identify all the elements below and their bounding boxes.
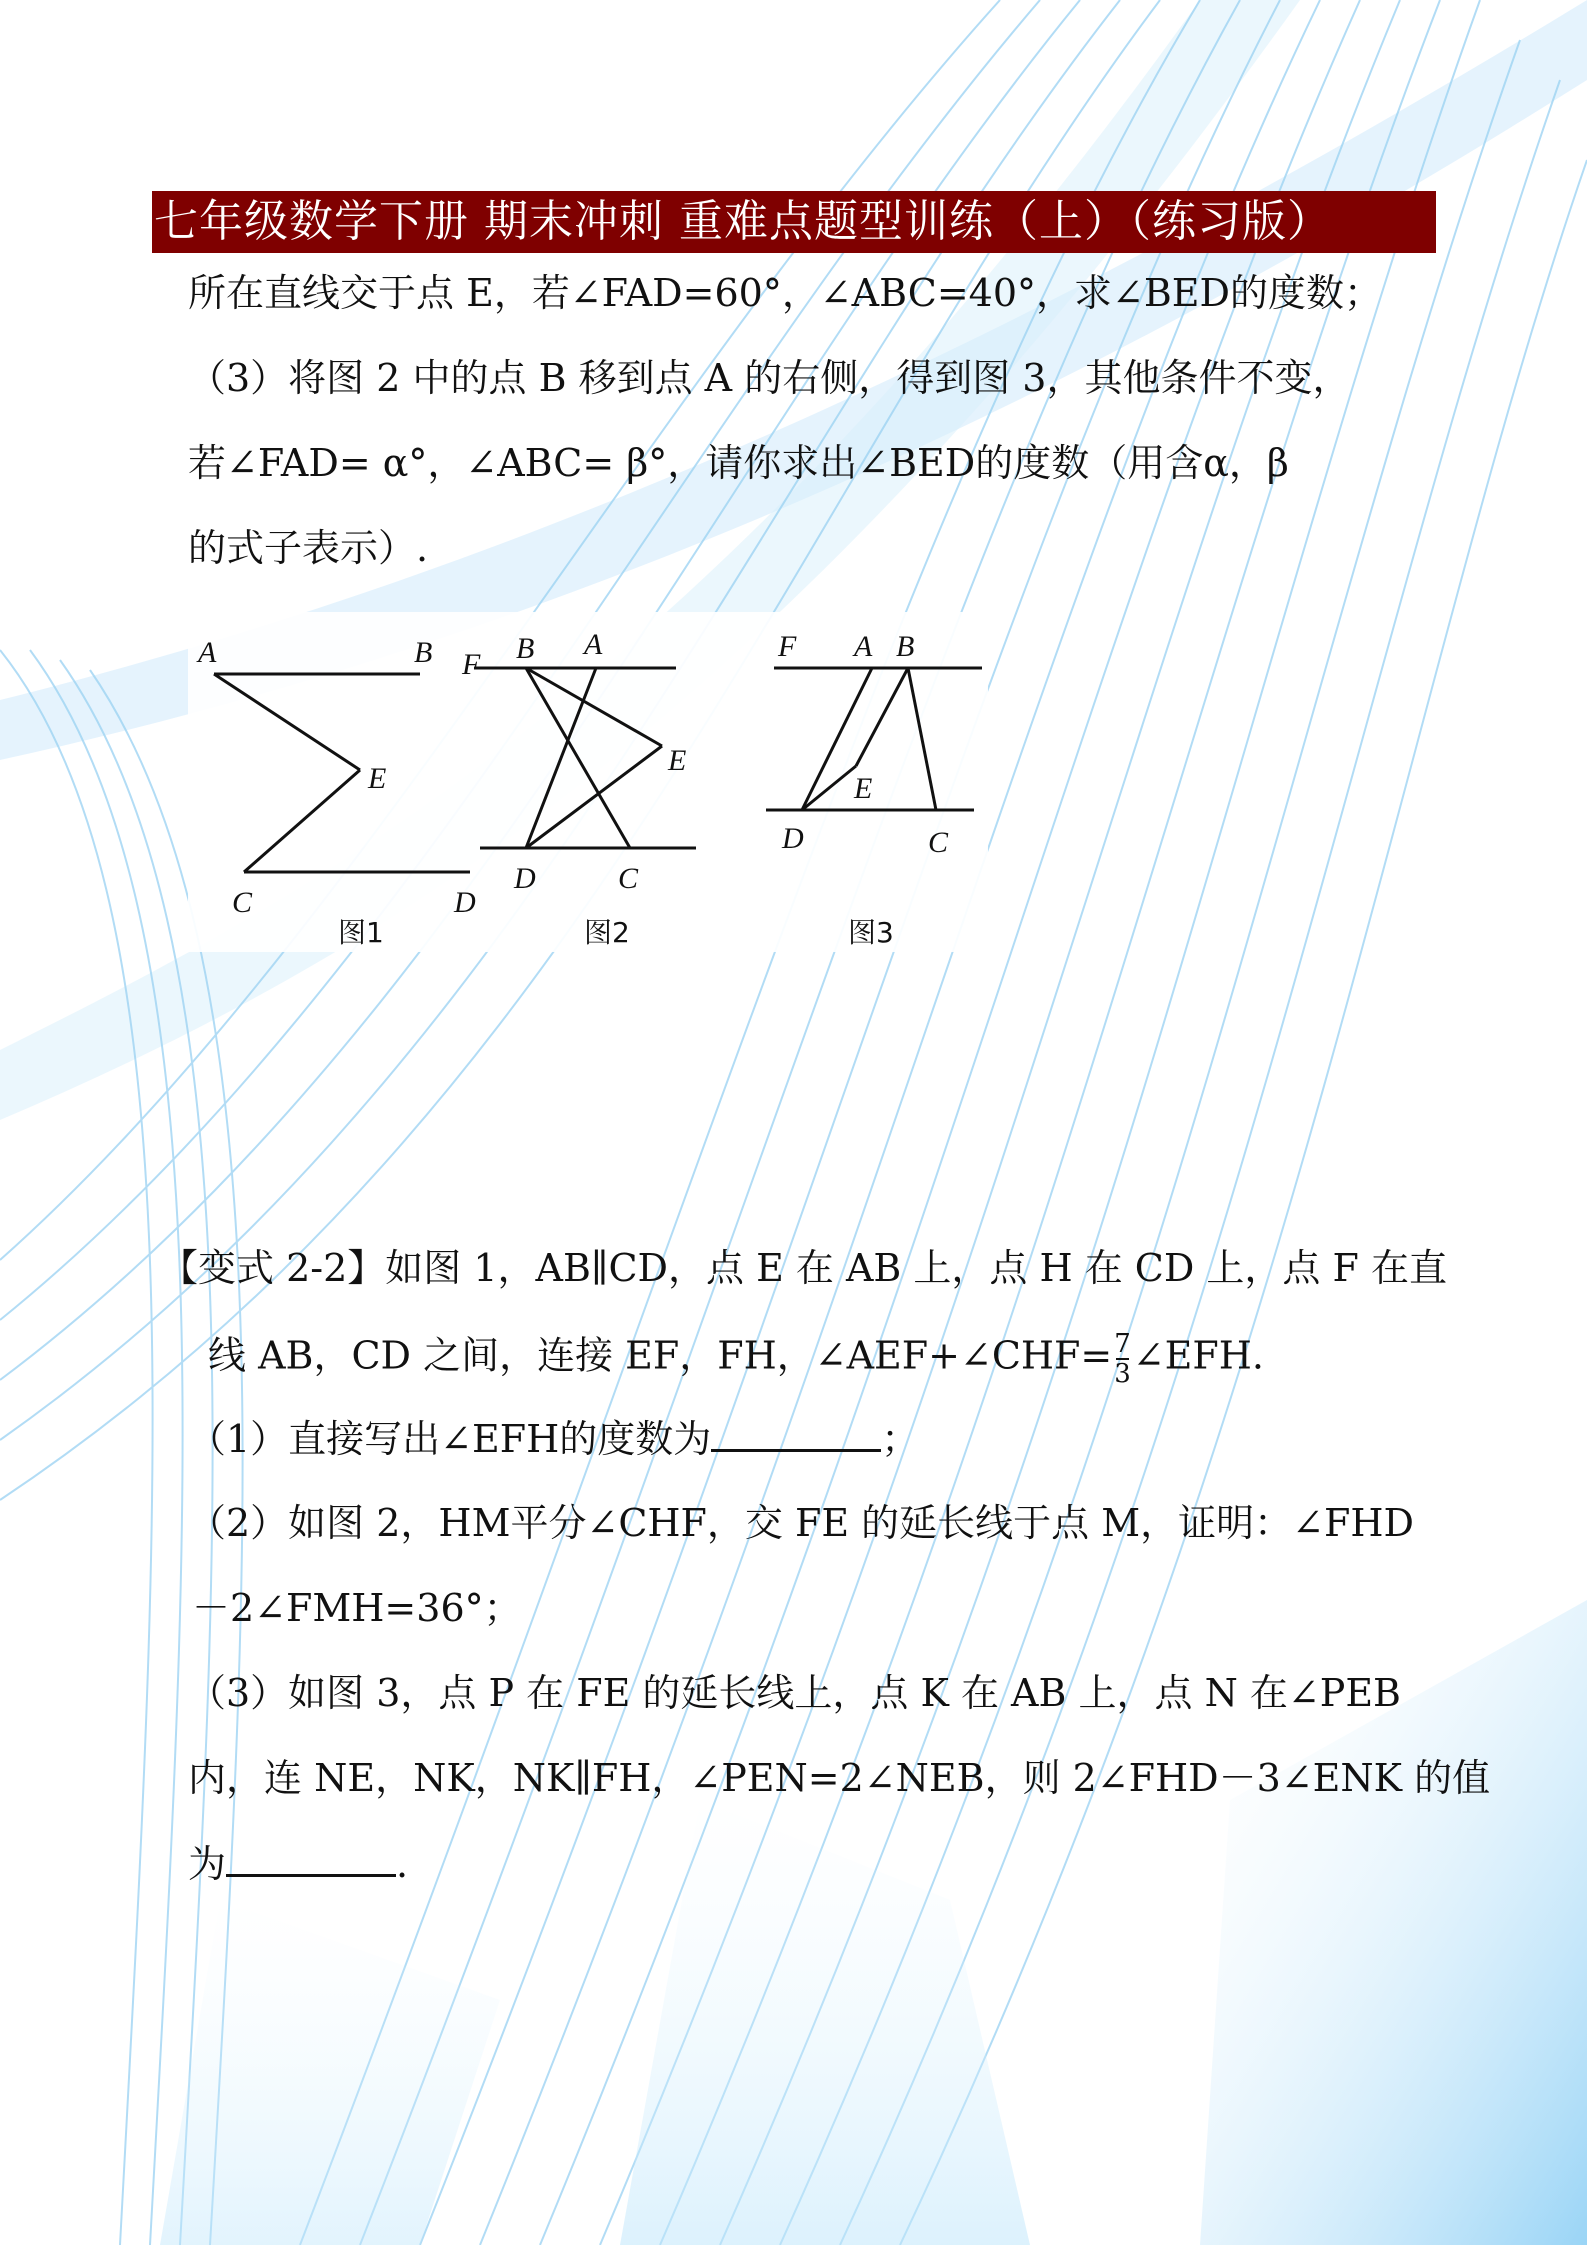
problem-heading — [160, 1245, 1447, 1291]
question-2-line-1: （2）如图 2，HM平分∠CHF，交 FE 的延长线于点 M，证明：∠FHD — [188, 1501, 1414, 1545]
fig2-caption: 图2 — [584, 916, 630, 949]
fraction-denominator: 3 — [1114, 1359, 1131, 1389]
answer-blank-1[interactable] — [711, 1415, 881, 1452]
fig2-label-C: C — [618, 862, 639, 895]
fig3-label-B: B — [896, 630, 915, 663]
fig3-label-E: E — [854, 772, 873, 805]
fraction-seven-thirds — [1114, 1330, 1131, 1388]
answer-blank-3[interactable] — [226, 1840, 396, 1877]
fig1-label-A: A — [198, 636, 217, 669]
figure-2 — [474, 668, 696, 848]
fig2-label-A: A — [584, 628, 603, 661]
fig2-label-B: B — [516, 632, 535, 665]
question-1 — [188, 1415, 919, 1462]
problem-intro-1: 如图 1，AB∥CD，点 E 在 AB 上，点 H 在 CD 上，点 F 在直 — [385, 1246, 1447, 1290]
question-2-line-2: －2∠FMH=36°； — [192, 1586, 522, 1630]
fig2-label-E: E — [668, 744, 687, 777]
figure-3 — [766, 668, 982, 810]
fraction-numerator: 7 — [1114, 1329, 1131, 1359]
question-3-line-3 — [188, 1840, 408, 1887]
text-line: 的式子表示）. — [188, 526, 429, 570]
question-3-line-2: 内，连 NE，NK，NK∥FH，∠PEN=2∠NEB，则 2∠FHD－3∠ENK 的值 — [188, 1756, 1491, 1800]
problem-tag: 【变式 2-2】 — [160, 1246, 386, 1290]
text-line: 若∠FAD= α°，∠ABC= β°，请你求出∠BED的度数（用含α，β — [188, 441, 1289, 485]
question-3-end: . — [396, 1842, 409, 1886]
question-3-line-1: （3）如图 3，点 P 在 FE 的延长线上，点 K 在 AB 上，点 N 在∠PEB — [188, 1671, 1401, 1715]
fig3-label-C: C — [928, 826, 949, 859]
fig2-label-D: D — [514, 862, 536, 895]
figure-diagrams — [188, 612, 988, 952]
fig1-label-E: E — [368, 762, 387, 795]
text-line: （3）将图 2 中的点 B 移到点 A 的右侧，得到图 3，其他条件不变， — [188, 356, 1351, 400]
fig3-label-D: D — [782, 822, 804, 855]
fig1-label-D: D — [454, 886, 476, 919]
fig1-label-C: C — [232, 886, 253, 919]
page-title: 七年级数学下册 期末冲刺 重难点题型训练（上）（练习版） — [152, 191, 1436, 253]
problem-intro-line-2 — [208, 1330, 1264, 1388]
problem-intro-2b: ∠EFH. — [1132, 1333, 1264, 1378]
fig1-label-B: B — [414, 636, 433, 669]
fig2-label-F: F — [462, 648, 481, 681]
fig1-caption: 图1 — [338, 916, 384, 949]
fig3-caption: 图3 — [848, 916, 894, 949]
text-line: 所在直线交于点 E，若∠FAD=60°，∠ABC=40°，求∠BED的度数； — [188, 271, 1382, 315]
problem-intro-2a: 线 AB，CD 之间，连接 EF，FH，∠AEF+∠CHF= — [208, 1333, 1113, 1378]
fig3-label-A: A — [854, 630, 873, 663]
question-3-text: 为 — [188, 1842, 227, 1886]
question-1-text: （1）直接写出∠EFH的度数为 — [188, 1417, 712, 1461]
question-1-end: ； — [881, 1417, 920, 1461]
figure-1 — [214, 674, 470, 872]
fig3-label-F: F — [778, 630, 797, 663]
geometry-figures — [188, 612, 988, 952]
